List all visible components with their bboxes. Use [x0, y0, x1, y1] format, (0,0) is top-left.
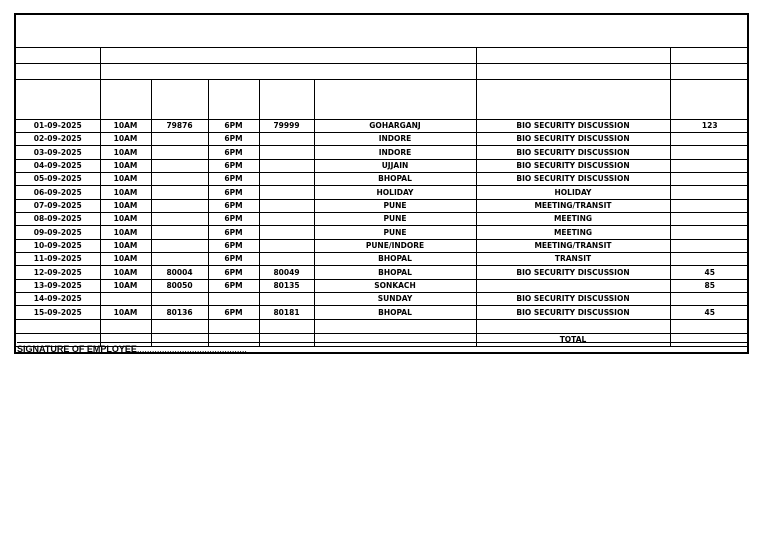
end-km-cell [259, 132, 314, 145]
distance-cell: 45 [670, 306, 749, 319]
date-cell: 06-09-2025 [16, 186, 100, 199]
distance-cell [670, 172, 749, 185]
purpose-cell: BIO SECURITY DISCUSSION [476, 306, 670, 319]
purpose-cell: MEETING/TRANSIT [476, 199, 670, 212]
table-row [16, 266, 749, 279]
end-km-cell [259, 199, 314, 212]
place-cell: PUNE/INDORE [314, 239, 476, 252]
place-cell: PUNE [314, 226, 476, 239]
in-time-cell: 10AM [100, 239, 151, 252]
date-cell: 08-09-2025 [16, 212, 100, 225]
signature-dots: ............................................ [136, 344, 247, 354]
table-row [16, 186, 749, 199]
date-cell: 13-09-2025 [16, 279, 100, 292]
table-row [16, 212, 749, 225]
in-time-cell [100, 292, 151, 305]
place-cell: HOLIDAY [314, 186, 476, 199]
start-km-cell: 80050 [151, 279, 208, 292]
end-km-cell [259, 159, 314, 172]
end-km-cell: 79999 [259, 119, 314, 132]
out-time-cell: 6PM [208, 266, 259, 279]
purpose-cell: BIO SECURITY DISCUSSION [476, 172, 670, 185]
date-cell: 01-09-2025 [16, 119, 100, 132]
end-km-cell [259, 212, 314, 225]
distance-cell [670, 146, 749, 159]
data-rows [16, 119, 749, 319]
purpose-cell [476, 279, 670, 292]
in-time-cell: 10AM [100, 212, 151, 225]
place-cell: UJJAIN [314, 159, 476, 172]
blank-row-2 [16, 63, 749, 79]
end-km-cell [259, 172, 314, 185]
start-km-cell [151, 172, 208, 185]
out-time-cell: 6PM [208, 226, 259, 239]
start-km-cell [151, 252, 208, 265]
table-row [16, 306, 749, 319]
travel-log-table [16, 15, 749, 347]
start-km-cell: 79876 [151, 119, 208, 132]
start-km-cell [151, 292, 208, 305]
in-time-cell: 10AM [100, 199, 151, 212]
in-time-cell: 10AM [100, 186, 151, 199]
start-km-cell [151, 199, 208, 212]
total-label: TOTAL [476, 333, 670, 346]
distance-cell [670, 159, 749, 172]
place-cell: GOHARGANJ [314, 119, 476, 132]
place-cell: INDORE [314, 146, 476, 159]
table-row [16, 119, 749, 132]
place-cell: BHOPAL [314, 306, 476, 319]
table-row [16, 159, 749, 172]
purpose-cell: MEETING [476, 212, 670, 225]
distance-cell [670, 226, 749, 239]
table-row [16, 172, 749, 185]
start-km-cell: 80004 [151, 266, 208, 279]
out-time-cell: 6PM [208, 132, 259, 145]
end-km-cell: 80049 [259, 266, 314, 279]
in-time-cell: 10AM [100, 159, 151, 172]
place-cell: BHOPAL [314, 172, 476, 185]
date-cell: 12-09-2025 [16, 266, 100, 279]
purpose-cell: BIO SECURITY DISCUSSION [476, 292, 670, 305]
date-cell: 11-09-2025 [16, 252, 100, 265]
end-km-cell: 80181 [259, 306, 314, 319]
distance-cell [670, 252, 749, 265]
table-row [16, 226, 749, 239]
in-time-cell: 10AM [100, 172, 151, 185]
blank-row-1 [16, 47, 749, 63]
purpose-cell: MEETING/TRANSIT [476, 239, 670, 252]
place-cell: PUNE [314, 212, 476, 225]
date-cell: 02-09-2025 [16, 132, 100, 145]
place-cell: SUNDAY [314, 292, 476, 305]
out-time-cell: 6PM [208, 172, 259, 185]
end-km-cell [259, 226, 314, 239]
start-km-cell [151, 132, 208, 145]
travel-log-sheet [14, 13, 749, 354]
in-time-cell: 10AM [100, 306, 151, 319]
date-cell: 05-09-2025 [16, 172, 100, 185]
distance-cell [670, 239, 749, 252]
out-time-cell: 6PM [208, 306, 259, 319]
out-time-cell: 6PM [208, 239, 259, 252]
title-cell [16, 15, 749, 47]
distance-cell: 85 [670, 279, 749, 292]
distance-cell [670, 132, 749, 145]
in-time-cell: 10AM [100, 266, 151, 279]
table-row [16, 132, 749, 145]
out-time-cell: 6PM [208, 146, 259, 159]
distance-cell [670, 186, 749, 199]
out-time-cell: 6PM [208, 279, 259, 292]
end-km-cell [259, 186, 314, 199]
start-km-cell: 80136 [151, 306, 208, 319]
end-km-cell [259, 292, 314, 305]
place-cell: BHOPAL [314, 252, 476, 265]
start-km-cell [151, 239, 208, 252]
table-row [16, 252, 749, 265]
table-row [16, 279, 749, 292]
end-km-cell [259, 239, 314, 252]
date-cell: 09-09-2025 [16, 226, 100, 239]
end-km-cell: 80135 [259, 279, 314, 292]
distance-cell: 45 [670, 266, 749, 279]
table-row [16, 292, 749, 305]
date-cell: 10-09-2025 [16, 239, 100, 252]
in-time-cell: 10AM [100, 132, 151, 145]
end-km-cell [259, 146, 314, 159]
in-time-cell: 10AM [100, 252, 151, 265]
distance-cell [670, 292, 749, 305]
signature-line [17, 342, 748, 355]
title-row [16, 15, 749, 47]
in-time-cell: 10AM [100, 279, 151, 292]
purpose-cell: BIO SECURITY DISCUSSION [476, 119, 670, 132]
distance-cell [670, 212, 749, 225]
table-row [16, 146, 749, 159]
table-row [16, 239, 749, 252]
start-km-cell [151, 186, 208, 199]
date-cell: 15-09-2025 [16, 306, 100, 319]
header-row [16, 79, 749, 119]
purpose-cell: BIO SECURITY DISCUSSION [476, 132, 670, 145]
in-time-cell: 10AM [100, 119, 151, 132]
place-cell: SONKACH [314, 279, 476, 292]
date-cell: 04-09-2025 [16, 159, 100, 172]
out-time-cell [208, 292, 259, 305]
out-time-cell: 6PM [208, 159, 259, 172]
distance-cell [670, 199, 749, 212]
start-km-cell [151, 226, 208, 239]
place-cell: BHOPAL [314, 266, 476, 279]
date-cell: 14-09-2025 [16, 292, 100, 305]
purpose-cell: BIO SECURITY DISCUSSION [476, 146, 670, 159]
purpose-cell: MEETING [476, 226, 670, 239]
start-km-cell [151, 146, 208, 159]
place-cell: INDORE [314, 132, 476, 145]
table-row [16, 199, 749, 212]
date-cell: 07-09-2025 [16, 199, 100, 212]
signature-label: SIGNATURE OF EMPLOYEE [17, 344, 137, 354]
purpose-cell: BIO SECURITY DISCUSSION [476, 159, 670, 172]
start-km-cell [151, 159, 208, 172]
out-time-cell: 6PM [208, 119, 259, 132]
out-time-cell: 6PM [208, 186, 259, 199]
purpose-cell: TRANSIT [476, 252, 670, 265]
distance-cell: 123 [670, 119, 749, 132]
in-time-cell: 10AM [100, 146, 151, 159]
out-time-cell: 6PM [208, 199, 259, 212]
place-cell: PUNE [314, 199, 476, 212]
out-time-cell: 6PM [208, 252, 259, 265]
end-km-cell [259, 252, 314, 265]
date-cell: 03-09-2025 [16, 146, 100, 159]
in-time-cell: 10AM [100, 226, 151, 239]
purpose-cell: BIO SECURITY DISCUSSION [476, 266, 670, 279]
out-time-cell: 6PM [208, 212, 259, 225]
blank-row-3 [16, 319, 749, 333]
start-km-cell [151, 212, 208, 225]
purpose-cell: HOLIDAY [476, 186, 670, 199]
